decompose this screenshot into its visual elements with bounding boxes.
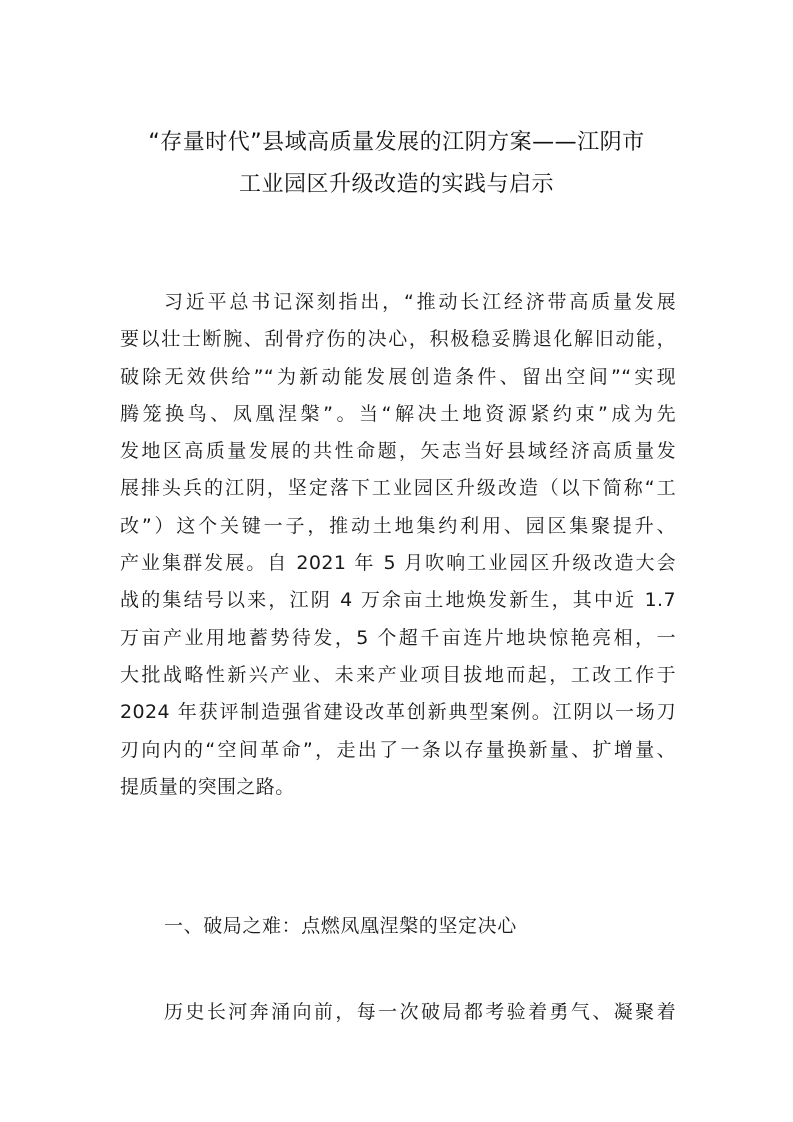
- paragraph-line: 产业集群发展。自 2021 年 5 月吹响工业园区升级改造大会: [120, 552, 676, 575]
- section-heading: 一、破局之难：点燃凤凰涅槃的坚定决心: [164, 915, 517, 937]
- paragraph-line: 发地区高质量发展的共性命题，矢志当好县域经济高质量发: [120, 440, 676, 463]
- paragraph-line: 大批战略性新兴产业、未来产业项目拔地而起，工改工作于: [120, 663, 676, 686]
- document-title: [100, 122, 693, 206]
- paragraph-line: 腾笼换鸟、凤凰涅槃”。当“解决土地资源紧约束”成为先: [120, 402, 676, 425]
- paragraph-line: 2024 年获评制造强省建设改革创新典型案例。江阴以一场刀: [120, 701, 676, 724]
- paragraph-line: 刃向内的“空间革命”，走出了一条以存量换新量、扩增量、: [120, 738, 676, 761]
- paragraph-line: 要以壮士断腕、刮骨疗伤的决心，积极稳妥腾退化解旧动能，: [120, 328, 676, 351]
- paragraph-line: 破除无效供给”“为新动能发展创造条件、留出空间”“实现: [120, 365, 676, 388]
- title-line-1: “存量时代”县域高质量发展的江阴方案——江阴市: [148, 130, 645, 155]
- title-line-2: 工业园区升级改造的实践与启示: [238, 172, 554, 197]
- paragraph-line: 万亩产业用地蓄势待发，5 个超千亩连片地块惊艳亮相，一: [120, 626, 676, 649]
- paragraph-line: 提质量的突围之路。: [120, 775, 295, 798]
- paragraph-line: 战的集结号以来，江阴 4 万余亩土地焕发新生，其中近 1.7: [120, 589, 676, 612]
- paragraph-line: 历史长河奔涌向前，每一次破局都考验着勇气、凝聚着: [164, 1001, 676, 1023]
- paragraph-line: 习近平总书记深刻指出，“推动长江经济带高质量发展: [164, 291, 676, 313]
- paragraph-1: [120, 284, 676, 806]
- paragraph-line: 改”）这个关键一子，推动土地集约利用、园区集聚提升、: [120, 514, 676, 537]
- paragraph-2: [120, 994, 676, 1031]
- paragraph-line: 展排头兵的江阴，坚定落下工业园区升级改造（以下简称“工: [120, 477, 676, 500]
